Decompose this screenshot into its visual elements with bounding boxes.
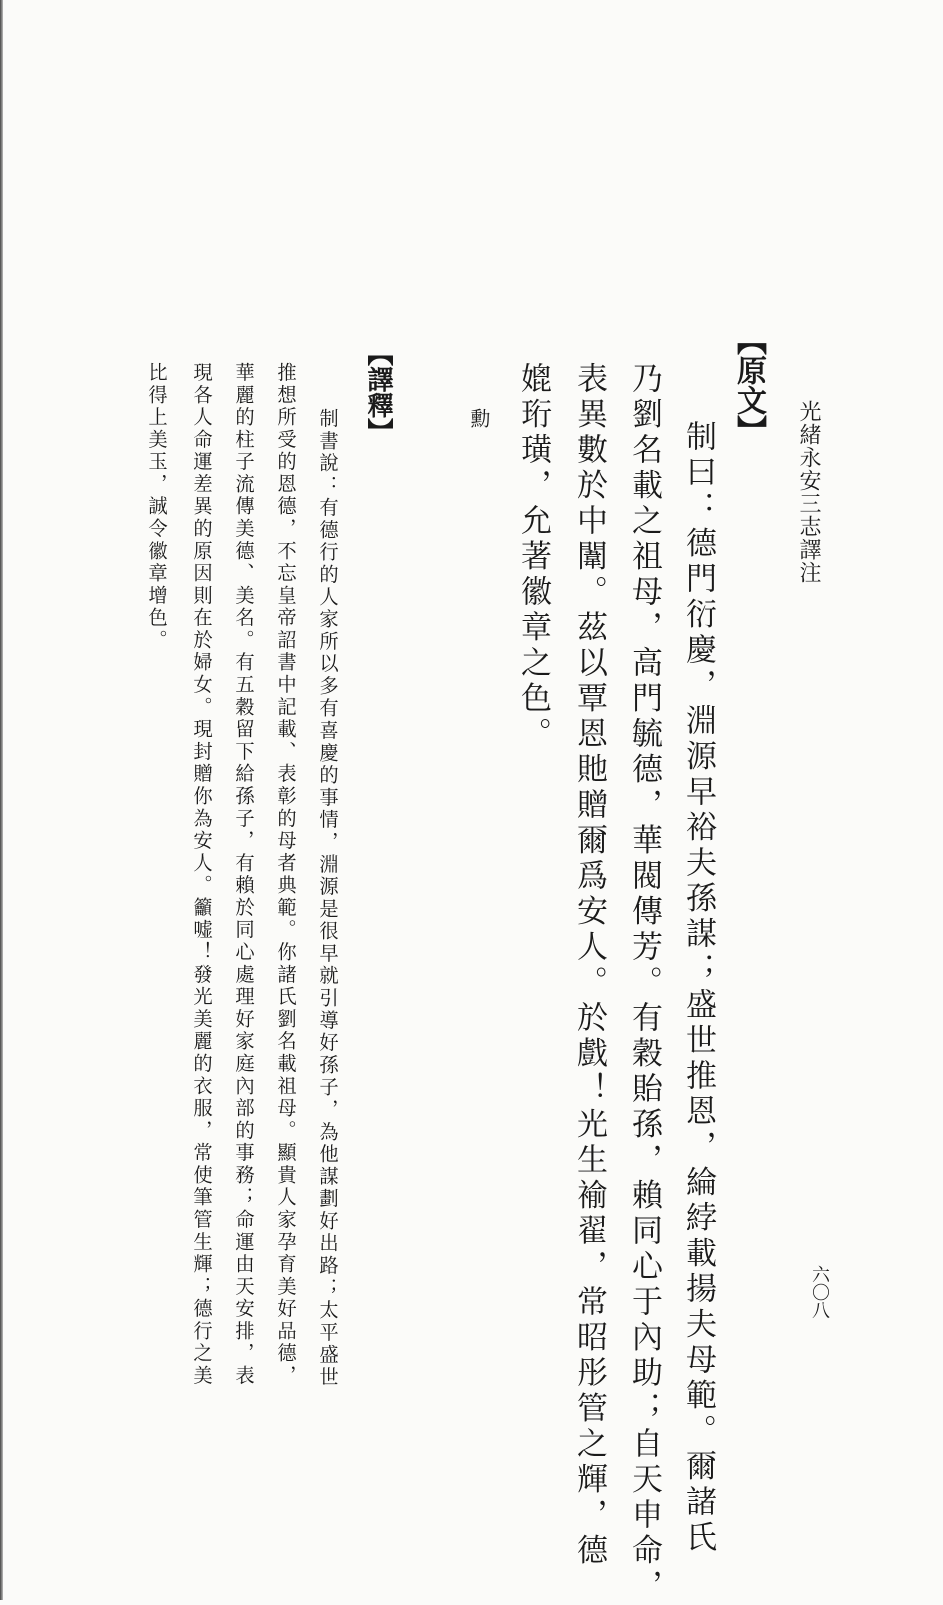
running-head-title: 光緒永安三志譯注 (796, 400, 821, 584)
original-line-4: 媲珩璜，允著徽章之色。 (515, 362, 551, 753)
translation-line-4: 現各人命運差異的原因則在於婦女。現封贈你為安人。籲嘘！發光美麗的衣服，常使筆管生輝；德行之美 (190, 362, 213, 1388)
original-line-3: 表異數於中闈。茲以覃恩貤贈爾爲安人。於戲！光生褕翟，常昭彤管之輝，德 (571, 362, 607, 1569)
page-edge-shadow (0, 0, 3, 1600)
page-number: 六〇八 (809, 1265, 830, 1319)
original-line-2: 乃劉名載之祖母，高門毓德，華閥傳芳。有穀貽孫，賴同心于內助；自天申命， (626, 362, 662, 1605)
translation-line-2: 推想所受的恩德，不忘皇帝詔書中記載、表彰的母者典範。你諸氏劉名載祖母。顯貴人家孕育美好品德， (274, 362, 297, 1388)
translation-line-5: 比得上美玉，誠令徽章增色。 (145, 362, 168, 652)
marginal-character: 勳 (467, 408, 491, 428)
original-line-1: 制曰：德門衍慶，淵源早裕夫孫謀；盛世推恩，綸綍載揚夫母範。爾諸氏 (680, 420, 716, 1556)
translation-line-3: 華麗的柱子流傳美德、美名。有五穀留下給孫子，有賴於同心處理好家庭內部的事務；命運由天安排，表 (232, 362, 255, 1388)
translation-heading: 【譯釋】 (363, 340, 393, 444)
translation-line-1: 制書說：有德行的人家所以多有喜慶的事情，淵源是很早就引導好孫子，為他謀劃好出路；太平盛世 (316, 408, 339, 1389)
original-text-heading: 【原文】 (731, 325, 766, 445)
